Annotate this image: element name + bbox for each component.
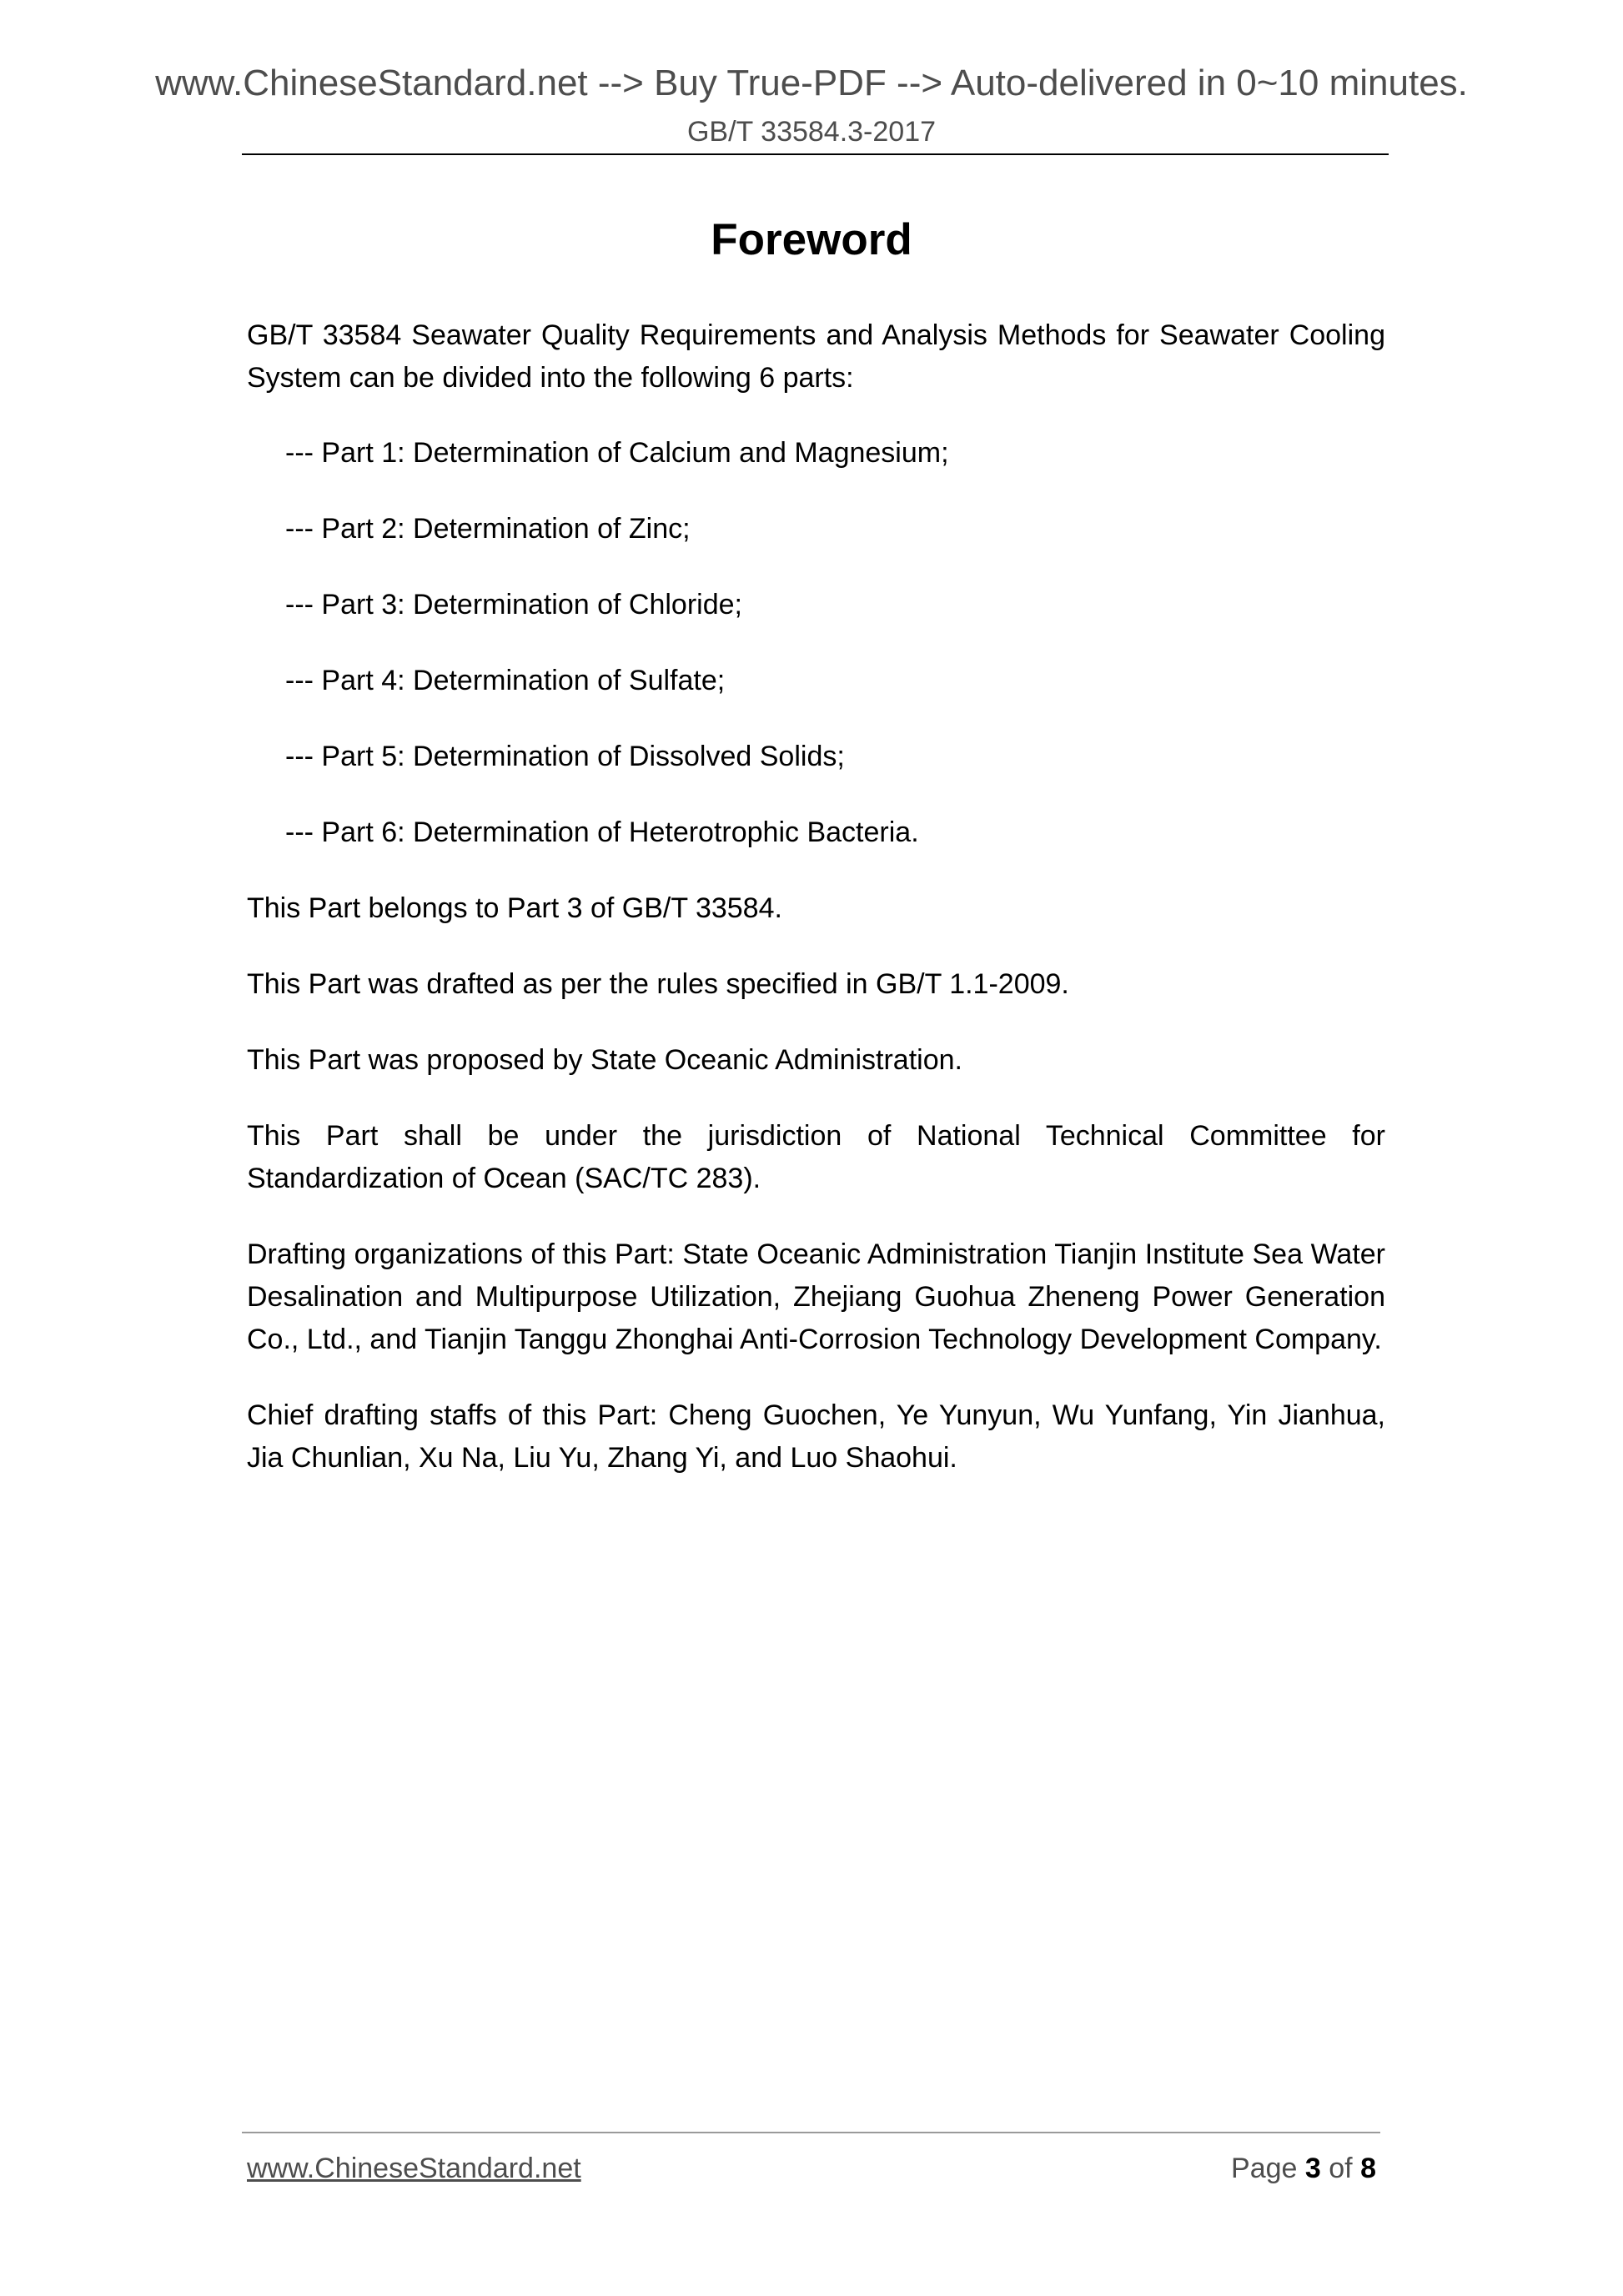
parts-list xyxy=(247,432,1385,854)
header-rule xyxy=(242,153,1389,155)
page-separator: of xyxy=(1320,2153,1361,2184)
document-code: GB/T 33584.3-2017 xyxy=(686,116,937,148)
list-item: --- Part 3: Determination of Chloride; xyxy=(285,589,742,620)
intro-paragraph: GB/T 33584 Seawater Quality Requirements and Analysis Methods for Seawater Cooling System can be divided into the following 6 parts: xyxy=(247,319,1385,394)
part-membership-paragraph: This Part belongs to Part 3 of GB/T 33584. xyxy=(247,892,782,924)
page-number xyxy=(1231,2152,1376,2186)
jurisdiction-paragraph: This Part shall be under the jurisdiction of National Technical Committee for Standardization of Ocean (SAC/TC 283). xyxy=(247,1120,1385,1194)
chief-drafters-paragraph: Chief drafting staffs of this Part: Cheng Guochen, Ye Yunyun, Wu Yunfang, Yin Jianhua, Jia Chunlian, Xu Na, Liu Yu, Zhang Yi, and Luo Shaohui. xyxy=(247,1399,1385,1474)
document-body xyxy=(247,314,1385,1513)
list-item: --- Part 6: Determination of Heterotrophic Bacteria. xyxy=(285,816,919,848)
footer-rule xyxy=(242,2132,1380,2133)
drafting-organizations-paragraph: Drafting organizations of this Part: State Oceanic Administration Tianjin Institute Sea Water Desalination and Multipurpose Utilization, Zhejiang Guohua Zheneng Power Generation Co., Ltd., and Tianjin Tanggu Zhonghai Anti-Corrosion Technology Development Company. xyxy=(247,1238,1385,1355)
drafting-rules-paragraph: This Part was drafted as per the rules specified in GB/T 1.1-2009. xyxy=(247,968,1069,1000)
list-item: --- Part 5: Determination of Dissolved Solids; xyxy=(285,741,845,772)
proposer-paragraph: This Part was proposed by State Oceanic Administration. xyxy=(247,1044,962,1076)
list-item: --- Part 4: Determination of Sulfate; xyxy=(285,665,726,696)
footer-website-link[interactable]: www.ChineseStandard.net xyxy=(247,2153,581,2184)
page-title: Foreword xyxy=(711,215,912,264)
list-item: --- Part 2: Determination of Zinc; xyxy=(285,513,691,545)
page-label: Page xyxy=(1231,2153,1305,2184)
page-current: 3 xyxy=(1304,2153,1321,2184)
list-item: --- Part 1: Determination of Calcium and Magnesium; xyxy=(285,437,949,469)
page-total: 8 xyxy=(1360,2153,1376,2184)
header-banner: www.ChineseStandard.net --> Buy True-PDF --> Auto-delivered in 0~10 minutes. xyxy=(155,63,1468,103)
